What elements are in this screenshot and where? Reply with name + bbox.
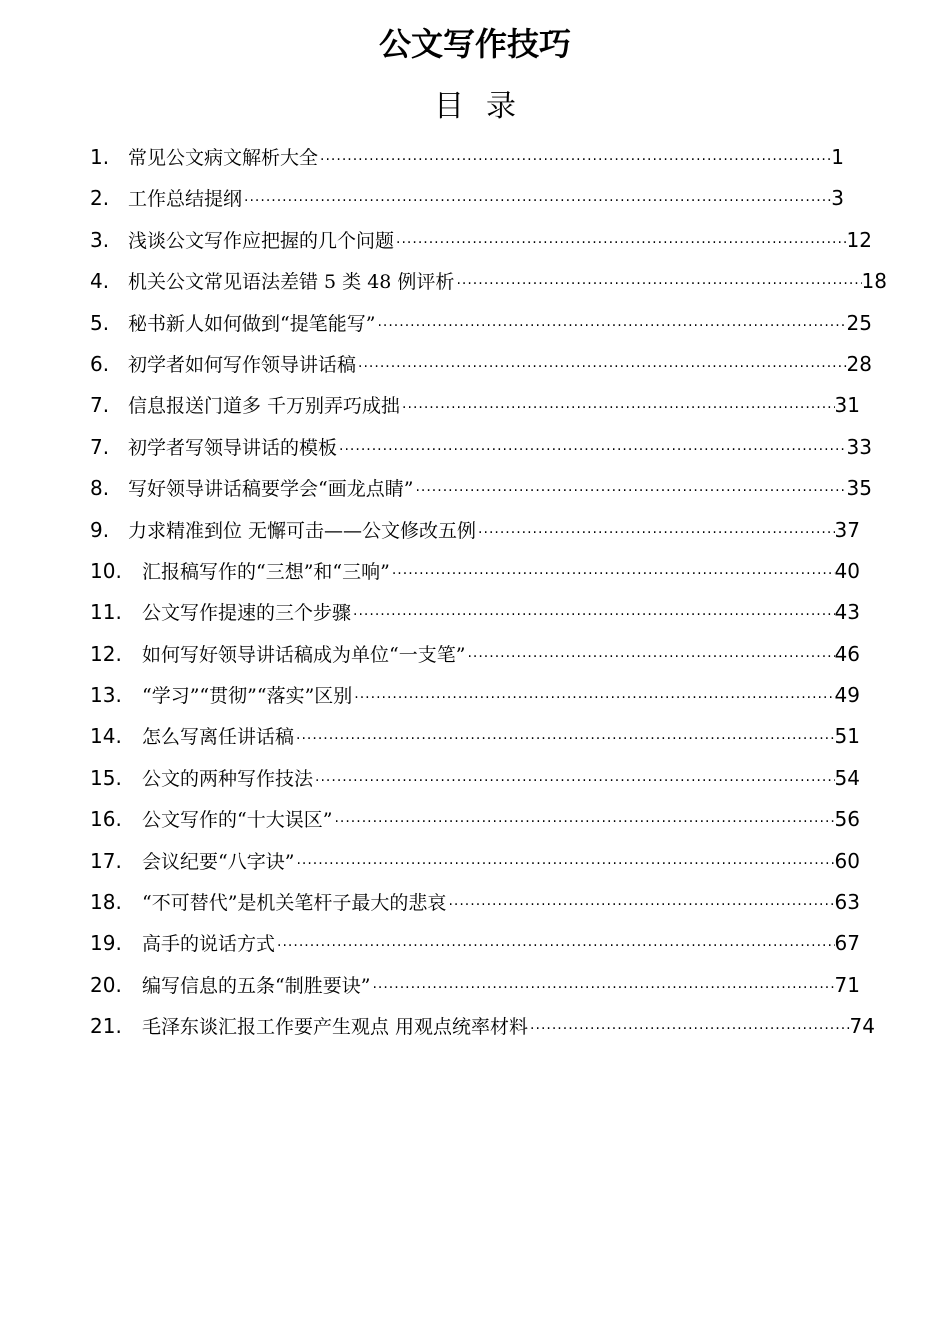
toc-entry-title: 会议纪要“八字诀”: [142, 850, 295, 873]
toc-entry[interactable]: [90, 882, 860, 923]
toc-entry-number: 10.: [90, 558, 122, 583]
toc-entry-page-number: 71: [834, 972, 860, 997]
toc-entry-number: 15.: [90, 765, 122, 790]
toc-dot-leader: [396, 223, 847, 264]
toc-entry-page-number: 1: [831, 145, 844, 169]
toc-dot-leader: [320, 140, 831, 181]
toc-entry-page-number: 46: [834, 641, 860, 666]
toc-dot-leader: [402, 388, 835, 429]
toc-entry-number: 2.: [90, 186, 110, 211]
toc-entry[interactable]: [90, 758, 860, 799]
toc-entry-number: 8.: [90, 476, 110, 501]
toc-entry-title: 浅谈公文写作应把握的几个问题: [128, 229, 395, 252]
toc-entry-page-number: 3: [831, 186, 844, 211]
toc-entry-title: “学习”“贯彻”“落实”区别: [142, 685, 353, 708]
toc-entry[interactable]: [90, 923, 860, 964]
toc-entry-number: 16.: [90, 807, 122, 832]
toc-entry-title: “不可替代”是机关笔杆子最大的悲哀: [142, 892, 447, 915]
toc-entry-page-number: 35: [846, 476, 872, 501]
toc-dot-leader: [334, 802, 834, 843]
toc-entry-number: 3.: [90, 227, 110, 252]
toc-dot-leader: [372, 968, 834, 1009]
toc-entry[interactable]: [90, 592, 860, 633]
toc-entry-page-number: 56: [834, 807, 860, 832]
toc-dot-leader: [377, 306, 846, 347]
toc-entry-number: 7.: [90, 434, 110, 459]
toc-entry-number: 19.: [90, 931, 122, 956]
toc-entry-page-number: 74: [849, 1014, 875, 1039]
toc-dot-leader: [467, 637, 834, 678]
toc-heading: 目录: [434, 89, 538, 124]
toc-entry[interactable]: [90, 965, 860, 1006]
toc-entry-number: 20.: [90, 972, 122, 997]
toc-entry-number: 11.: [90, 600, 122, 625]
toc-entry-title: 高手的说话方式: [142, 933, 276, 956]
toc-dot-leader: [339, 430, 847, 471]
toc-entry[interactable]: [90, 385, 860, 426]
toc-entry-page-number: 18: [861, 269, 887, 294]
toc-entry-title: 编写信息的五条“制胜要诀”: [142, 974, 371, 997]
toc-entry[interactable]: [90, 137, 844, 178]
toc-entry-number: 6.: [90, 351, 110, 376]
toc-entry-page-number: 63: [834, 890, 860, 915]
toc-entry-number: 14.: [90, 724, 122, 749]
toc-entry[interactable]: [90, 510, 860, 551]
toc-entry-number: 5.: [90, 310, 110, 335]
toc-entry-title: 如何写好领导讲话稿成为单位“一支笔”: [142, 643, 466, 666]
toc-entry-number: 18.: [90, 890, 122, 915]
toc-entry-page-number: 43: [834, 600, 860, 625]
toc-dot-leader: [478, 513, 835, 554]
toc-entry-page-number: 37: [834, 517, 860, 542]
toc-entry[interactable]: [90, 551, 860, 592]
toc-entry-page-number: 31: [834, 393, 860, 418]
toc-entry-title: 公文写作提速的三个步骤: [142, 602, 352, 625]
toc-entry-title: 公文写作的“十大误区”: [142, 809, 333, 832]
toc-entry-title: 常见公文病文解析大全: [128, 147, 319, 169]
toc-entry-title: 机关公文常见语法差错 5 类 48 例评析: [128, 271, 455, 294]
toc-entry-title: 汇报稿写作的“三想”和“三响”: [142, 560, 390, 583]
toc-list: [90, 137, 887, 1048]
toc-entry[interactable]: [90, 675, 860, 716]
toc-entry[interactable]: [90, 841, 860, 882]
toc-entry[interactable]: [90, 427, 872, 468]
toc-entry[interactable]: [90, 1006, 875, 1047]
toc-entry-page-number: 25: [846, 310, 872, 335]
toc-entry-number: 7.: [90, 393, 110, 418]
toc-dot-leader: [530, 1009, 850, 1050]
toc-dot-leader: [456, 264, 861, 305]
toc-dot-leader: [354, 678, 834, 719]
toc-entry-title: 秘书新人如何做到“提笔能写”: [128, 312, 376, 335]
toc-entry[interactable]: [90, 634, 860, 675]
toc-entry-number: 13.: [90, 683, 122, 708]
toc-entry-number: 4.: [90, 269, 110, 294]
toc-dot-leader: [353, 595, 835, 636]
toc-entry-page-number: 33: [846, 434, 872, 459]
toc-dot-leader: [448, 885, 834, 926]
toc-entry[interactable]: [90, 468, 872, 509]
toc-entry-page-number: 54: [834, 765, 860, 790]
toc-dot-leader: [296, 719, 835, 760]
toc-entry-number: 21.: [90, 1014, 122, 1039]
toc-entry-title: 工作总结提纲: [128, 188, 243, 211]
toc-entry-title: 初学者如何写作领导讲话稿: [128, 353, 357, 376]
toc-entry-number: 1.: [90, 145, 110, 169]
toc-entry-title: 信息报送门道多 千万别弄巧成拙: [128, 395, 401, 418]
toc-entry-title: 毛泽东谈汇报工作要产生观点 用观点统率材料: [142, 1016, 529, 1039]
document-title: 公文写作技巧: [378, 25, 571, 63]
toc-dot-leader: [315, 761, 835, 802]
toc-dot-leader: [296, 844, 834, 885]
toc-entry-title: 力求精准到位 无懈可击——公文修改五例: [128, 519, 477, 542]
toc-entry-page-number: 28: [846, 351, 872, 376]
toc-entry-title: 写好领导讲话稿要学会“画龙点睛”: [128, 478, 414, 501]
toc-entry[interactable]: [90, 344, 872, 385]
toc-entry-page-number: 60: [834, 848, 860, 873]
toc-entry-page-number: 12: [846, 227, 872, 252]
toc-entry-title: 怎么写离任讲话稿: [142, 726, 295, 749]
toc-entry[interactable]: [90, 303, 872, 344]
toc-entry-number: 12.: [90, 641, 122, 666]
toc-entry-title: 公文的两种写作技法: [142, 767, 314, 790]
toc-entry-page-number: 49: [834, 683, 860, 708]
toc-entry-number: 17.: [90, 848, 122, 873]
toc-entry-number: 9.: [90, 517, 110, 542]
toc-entry-page-number: 51: [834, 724, 860, 749]
toc-dot-leader: [415, 471, 846, 512]
toc-dot-leader: [392, 554, 835, 595]
toc-entry[interactable]: [90, 220, 872, 261]
toc-entry[interactable]: [90, 799, 860, 840]
toc-entry[interactable]: [90, 716, 860, 757]
toc-entry[interactable]: [90, 261, 887, 302]
toc-entry-title: 初学者写领导讲话的模板: [128, 436, 338, 459]
toc-entry-page-number: 40: [834, 558, 860, 583]
toc-entry[interactable]: [90, 178, 844, 219]
toc-entry-page-number: 67: [834, 931, 860, 956]
toc-dot-leader: [277, 926, 835, 967]
toc-dot-leader: [244, 181, 831, 222]
toc-dot-leader: [358, 347, 847, 388]
